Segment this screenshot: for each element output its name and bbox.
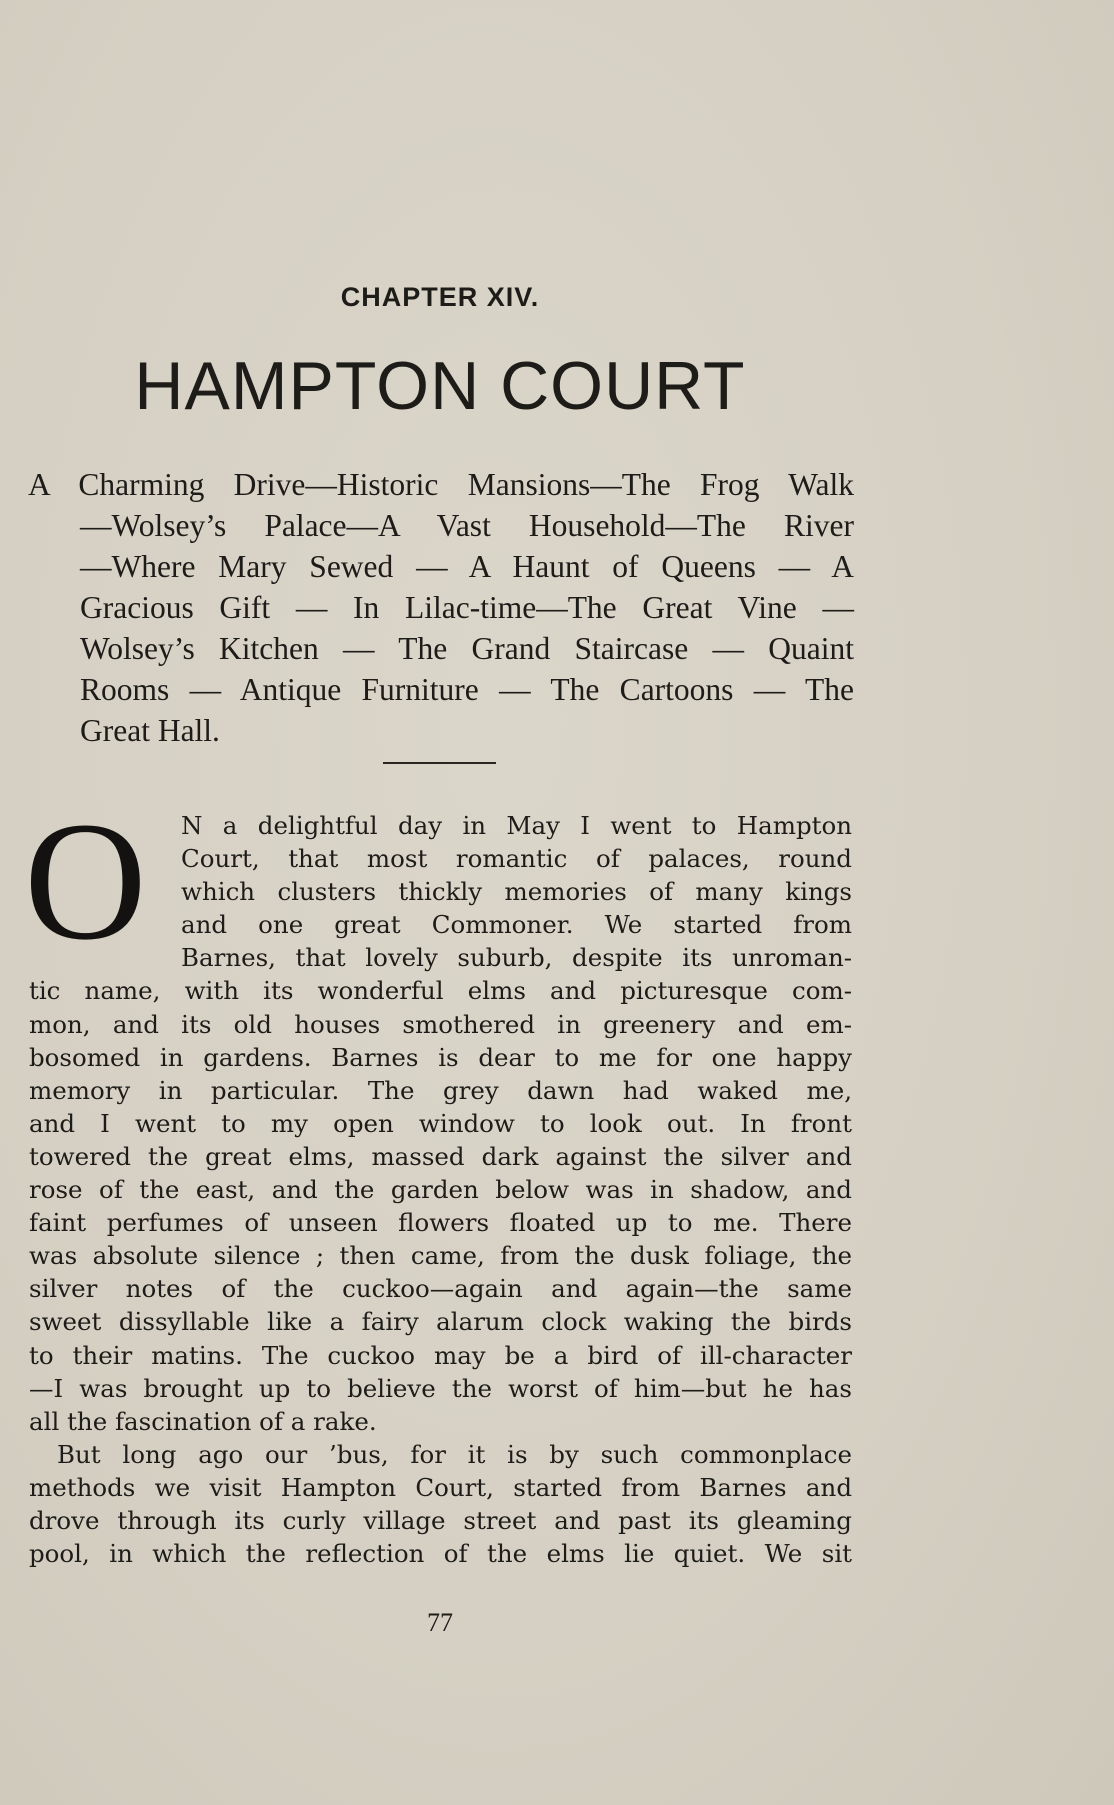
body-line: methods we visit Hampton Court, started from Barnes and [29,1472,852,1502]
chapter-title: HAMPTON COURT [134,348,746,424]
section-divider [383,762,496,764]
drop-cap: O [24,787,147,975]
body-line: which clusters thickly memories of many kings [181,877,852,907]
summary-line: —Wolsey’s Palace—A Vast Household—The River [80,508,854,543]
body-line: all the fascination of a rake. [29,1406,377,1436]
body-line: sweet dissyllable like a fairy alarum clock waking the birds [29,1307,852,1337]
summary-line: Wolsey’s Kitchen — The Grand Staircase — Quaint [80,631,854,666]
body-line: towered the great elms, massed dark against the silver and [29,1141,852,1171]
body-line: N a delightful day in May I went to Hampton [181,811,852,840]
summary-line: Rooms — Antique Furniture — The Cartoons — The [80,672,854,707]
chapter-summary [28,464,854,751]
body-line: memory in particular. The grey dawn had waked me, [29,1075,852,1105]
body-line: —I was brought up to believe the worst of him—but he has [29,1373,852,1403]
body-line: rose of the east, and the garden below was in shadow, and [29,1175,852,1205]
page-number: 77 [427,1608,453,1637]
body-line: to their matins. The cuckoo may be a bird of ill-character [29,1340,852,1370]
summary-line: —Where Mary Sewed — A Haunt of Queens — A [80,549,854,584]
body-line: bosomed in gardens. Barnes is dear to me for one happy [29,1042,852,1072]
chapter-heading: CHAPTER XIV. [340,282,540,312]
body-line: pool, in which the reflection of the elms lie quiet. We sit [29,1539,852,1569]
body-line: mon, and its old houses smothered in greenery and em- [29,1009,852,1039]
body-line: Barnes, that lovely suburb, despite its unroman- [181,943,852,973]
summary-line: Gracious Gift — In Lilac-time—The Great Vine — [80,590,854,625]
body-line: tic name, with its wonderful elms and picturesque com- [29,976,852,1006]
body-line: drove through its curly village street and past its gleaming [29,1505,852,1535]
body-line: Court, that most romantic of palaces, round [181,844,852,874]
body-line: and one great Commoner. We started from [181,910,852,940]
body-line: silver notes of the cuckoo—again and again—the same [29,1274,852,1304]
body-line: and I went to my open window to look out. In front [29,1108,852,1138]
body-line: was absolute silence ; then came, from the dusk foliage, the [29,1241,852,1271]
body-text [29,809,852,1570]
body-line: faint perfumes of unseen flowers floated up to me. There [29,1208,852,1238]
body-line: But long ago our ’bus, for it is by such commonplace [57,1439,852,1469]
summary-line: A Charming Drive—Historic Mansions—The Frog Walk [28,467,854,502]
summary-line: Great Hall. [80,713,220,748]
